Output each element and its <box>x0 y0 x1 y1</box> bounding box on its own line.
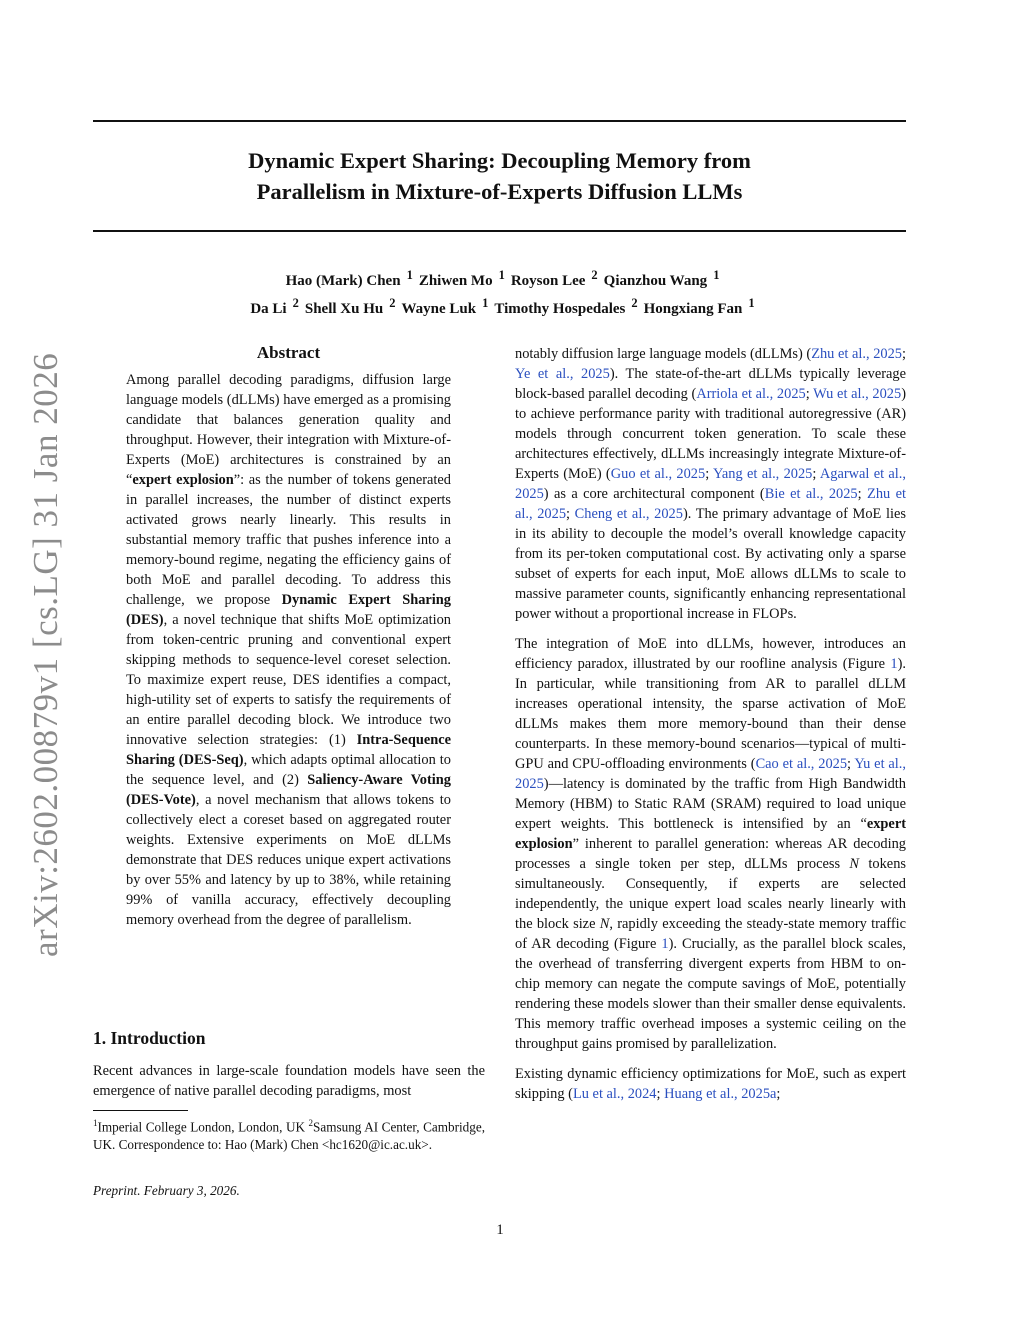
abstract-emphasis: Saliency-Aware Voting (DES-Vote) <box>126 772 451 808</box>
text-run: ; <box>656 1086 665 1102</box>
abstract-emphasis: expert explosion <box>132 472 234 488</box>
citation-link[interactable]: Yang et al., 2025 <box>712 466 813 482</box>
author <box>413 268 505 289</box>
text-run: ; <box>812 466 820 482</box>
citation-link[interactable]: Guo et al., 2025 <box>610 466 706 482</box>
abstract-heading: Abstract <box>256 343 321 362</box>
text-run: ). The state-of-the-art dLLMs typically leverage block-based parallel decoding ( <box>515 366 906 402</box>
citation-link[interactable]: Cao et al., 2025 <box>755 756 848 772</box>
citation-link[interactable]: Lu et al., 2024 <box>572 1086 657 1102</box>
author-name: Wayne Luk <box>401 301 477 317</box>
math-variable: N <box>849 856 860 872</box>
affiliation-footnote: $^1$Imperial College London, London, UK $^2$Samsung AI Center, Cambridge, UK. Correspondence to: Hao (Mark) Chen <hc1620@ic.ac.uk>. <box>93 1118 485 1153</box>
intro-paragraph-left: Recent advances in large-scale foundation models have seen the emergence of native parallel decoding paradigms, most <box>93 1063 485 1099</box>
title-bottom-rule <box>93 230 906 232</box>
text-run: tokens simultaneously. Consequently, if experts are selected independently, the unique expert load scales nearly linearly with the block size <box>515 856 906 932</box>
text-run: ; <box>857 486 868 502</box>
abstract-emphasis: Intra-Sequence Sharing (DES-Seq) <box>126 732 451 768</box>
abstract-emphasis: Dynamic Expert Sharing (DES) <box>126 592 451 628</box>
right-column <box>515 344 906 1114</box>
author-name: Shell Xu Hu <box>304 301 384 317</box>
arxiv-identifier: arXiv:2602.00879v1 [cs.LG] 31 Jan 2026 <box>26 352 65 957</box>
affiliation-marker: 2 <box>591 268 598 282</box>
text-run: ). Crucially, as the parallel block scales, the overhead of transferring divergent experts from HBM to on-chip memory can negate the compute savings of MoE, potentially rendering these models slower than their smaller dense equivalents. This memory traffic overhead imposes a systemic ceiling on the throughput gains promised by parallelization. <box>515 936 906 1052</box>
citation-link[interactable]: 1 <box>890 656 898 672</box>
title-line-1: Dynamic Expert Sharing: Decoupling Memory from <box>248 148 751 173</box>
text-run: Existing dynamic efficiency optimizations for MoE, such as expert skipping ( <box>515 1066 906 1102</box>
title-line-2: Parallelism in Mixture-of-Experts Diffusion LLMs <box>256 179 743 204</box>
affiliation-marker: 1 <box>713 268 720 282</box>
text-run: ; <box>902 346 906 362</box>
title-top-rule <box>93 120 906 122</box>
citation-link[interactable]: Agarwal et al., 2025 <box>515 466 906 502</box>
affiliation-marker: 1 <box>498 268 505 282</box>
intro-paragraph-right-1 <box>515 344 906 624</box>
author-name: Hongxiang Fan <box>643 301 743 317</box>
author-name: Timothy Hospedales <box>494 301 626 317</box>
text-run: )—latency is dominated by the traffic from High Bandwidth Memory (HBM) to Static RAM (SRAM) required to load unique expert weights. This bottleneck is intensified by an “ <box>515 776 906 832</box>
citation-link[interactable]: Wu et al., 2025 <box>813 386 902 402</box>
text-run: ). The primary advantage of MoE lies in its ability to decouple the model’s overall knowledge capacity from its per-token computational cost. By activating only a sparse subset of experts for each input, MoE allows dLLMs to scale to massive parameter counts, significantly enhancing representational power without a proportional increase in FLOPs. <box>515 506 906 622</box>
abstract-body: Among parallel decoding paradigms, diffusion large language models (dLLMs) have emerged as a promising candidate that balances generation quality and throughput. However, their integration with Mixture-of-Experts (MoE) architectures is constrained by an “expert explosion”: as the number of tokens generated in parallel increases, the number of distinct experts activated grows nearly linearly. This results in substantial memory traffic that pushes inference into a memory-bound regime, negating the efficiency gains of both MoE and parallel decoding. To address this challenge, we propose Dynamic Expert Sharing (DES), a novel technique that shifts MoE optimization from token-centric pruning and conventional expert skipping methods to sequence-level coreset selection. To maximize expert reuse, DES identifies a compact, high-utility set of experts to satisfy the requirements of an entire parallel decoding block. We introduce two innovative selection strategies: (1) Intra-Sequence Sharing (DES-Seq), which adapts optimal allocation to the sequence level, and (2) Saliency-Aware Voting (DES-Vote), a novel mechanism that allows tokens to collectively elect a coreset based on aggregated router weights. Extensive experiments on MoE dLLMs demonstrate that DES reduces unique expert activations by over 55% and latency by up to 38%, while retaining 99% of vanilla accuracy, effectively decoupling memory overhead from the degree of parallelism. <box>126 372 452 928</box>
text-run: ). In particular, while transitioning from AR to parallel dLLM increases operational intensity, the sparse activation of MoE dLLMs makes them more memory-bound than their dense counterparts. In these memory-bound scenarios—typical of multi-GPU and CPU-offloading environments ( <box>515 656 906 772</box>
affiliation-marker: 2 <box>292 296 299 310</box>
text-run: ) to achieve performance parity with traditional autoregressive (AR) models through concurrent token generation. To scale these architectures effectively, dLLMs increasingly integrate Mixture-of-Experts (MoE) ( <box>515 386 906 482</box>
citation-link[interactable]: Bie et al., 2025 <box>764 486 858 502</box>
text-run: ) as a core architectural component ( <box>543 486 765 502</box>
text-run: The integration of MoE into dLLMs, however, introduces an efficiency paradox, illustrated by our roofline analysis (Figure <box>515 636 906 672</box>
author-name: Da Li <box>250 301 287 317</box>
citation-link[interactable]: 1 <box>661 936 669 952</box>
intro-paragraph-right-3 <box>515 1064 906 1104</box>
author <box>638 296 755 317</box>
text-run: ; <box>847 756 855 772</box>
citation-link[interactable]: Huang et al., 2025a <box>664 1086 777 1102</box>
affiliation-marker: 1 <box>748 296 755 310</box>
citation-link[interactable]: Arriola et al., 2025 <box>696 386 806 402</box>
affiliation-marker: 2 <box>631 296 638 310</box>
author <box>395 296 489 317</box>
author-name: Qianzhou Wang <box>603 273 708 289</box>
author-row-1 <box>93 264 906 292</box>
footnote-rule <box>93 1110 188 1111</box>
text-run: ; <box>566 506 575 522</box>
text-run: notably diffusion large language models (dLLMs) ( <box>515 346 812 362</box>
section-heading-introduction: 1. Introduction <box>93 1028 206 1048</box>
affiliation-marker: 1 <box>482 296 489 310</box>
affiliation-marker: 1 <box>406 268 413 282</box>
citation-link[interactable]: Zhu et al., 2025 <box>811 346 902 362</box>
author-list <box>93 264 906 320</box>
author <box>505 268 598 289</box>
paper-title <box>93 145 906 207</box>
author-row-2 <box>93 292 906 320</box>
affiliation-marker: 2 <box>389 296 396 310</box>
author <box>244 296 299 317</box>
citation-link[interactable]: Yu et al., 2025 <box>515 756 906 792</box>
author <box>299 296 396 317</box>
preprint-date: Preprint. February 3, 2026. <box>93 1183 240 1198</box>
intro-paragraph-right-2 <box>515 634 906 1054</box>
text-run: ” inherent to parallel generation: whereas AR decoding processes a single token per step, dLLMs process <box>515 836 906 872</box>
bold-term: expert explosion <box>515 816 906 852</box>
author <box>488 296 638 317</box>
citation-link[interactable]: Cheng et al., 2025 <box>574 506 683 522</box>
page-number: 1 <box>496 1222 504 1238</box>
author <box>280 268 413 289</box>
citation-link[interactable]: Ye et al., 2025 <box>515 366 610 382</box>
author <box>598 268 720 289</box>
author-name: Hao (Mark) Chen <box>285 273 401 289</box>
math-variable: N <box>599 916 610 932</box>
text-run: ; <box>805 386 814 402</box>
author-name: Royson Lee <box>510 273 586 289</box>
text-run: ; <box>776 1086 781 1102</box>
text-run: ; <box>705 466 713 482</box>
author-name: Zhiwen Mo <box>418 273 493 289</box>
citation-link[interactable]: Zhu et al., 2025 <box>515 486 907 522</box>
text-run: , rapidly exceeding the steady-state memory traffic of AR decoding (Figure <box>515 916 906 952</box>
